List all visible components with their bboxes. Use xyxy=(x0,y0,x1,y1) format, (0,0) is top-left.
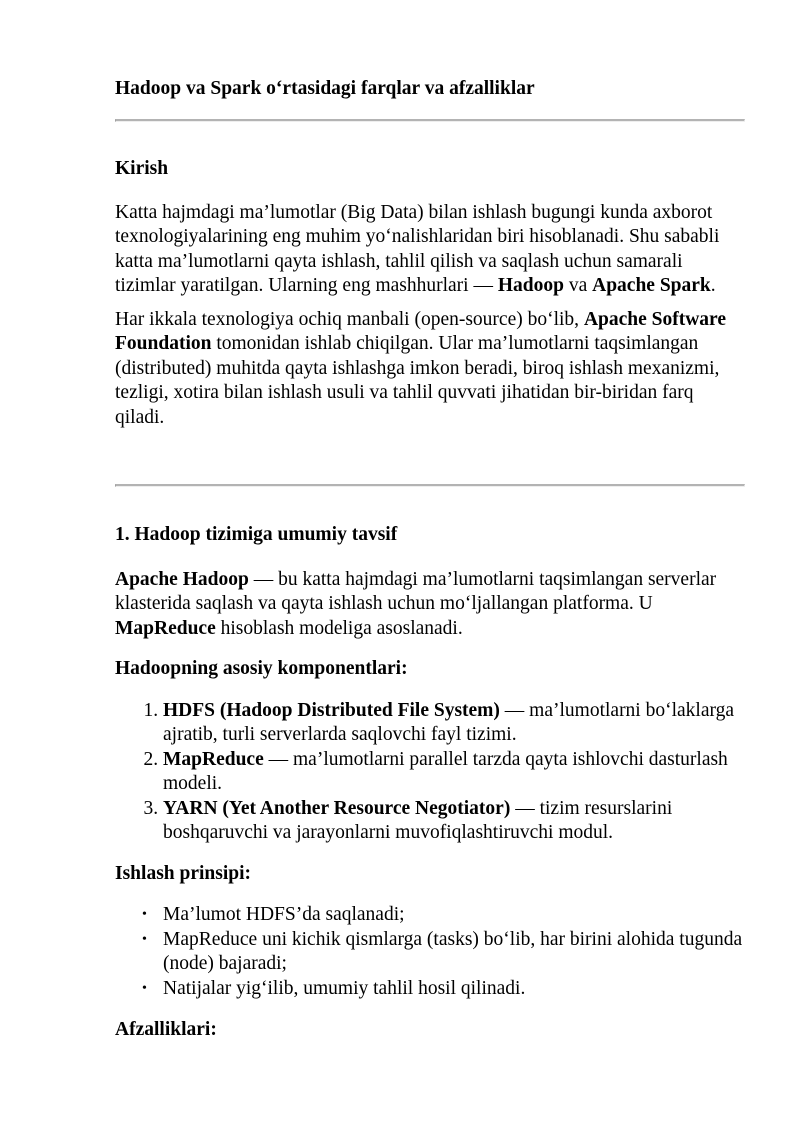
hadoop-p-apache-hadoop: Apache Hadoop xyxy=(115,568,249,590)
hadoop-heading: 1. Hadoop tizimiga umumiy tavsif xyxy=(115,524,398,545)
component-item-yarn xyxy=(163,797,743,846)
principle-item xyxy=(142,977,743,1002)
component-item-mapreduce xyxy=(163,748,743,797)
bullet-icon: • xyxy=(142,931,147,947)
component-mapreduce-name: MapReduce xyxy=(163,748,264,770)
divider-top xyxy=(115,119,745,122)
hadoop-p-end: hisoblash modeliga asoslanadi. xyxy=(215,617,463,639)
intro-p1-end: . xyxy=(710,275,716,296)
bullet-icon: • xyxy=(142,907,147,922)
principle-item xyxy=(142,903,743,928)
intro-paragraph-1 xyxy=(115,201,743,299)
intro-paragraph-2 xyxy=(115,308,743,431)
component-mapreduce-desc: — ma’lumotlarni parallel tarzda qayta ishlovchi dasturlash modeli. xyxy=(163,748,728,794)
advantages-heading: Afzalliklari: xyxy=(115,1019,217,1040)
hadoop-paragraph xyxy=(115,568,743,642)
component-hdfs-name: HDFS (Hadoop Distributed File System) xyxy=(163,699,500,721)
intro-p2-start: Har ikkala texnologiya ochiq manbali (open-source) bo‘lib, xyxy=(115,308,584,330)
components-list xyxy=(115,699,743,846)
hadoop-p-mapreduce: MapReduce xyxy=(115,617,216,639)
component-hdfs-desc: — ma’lumotlarni bo‘laklarga ajratib, turli serverlarda saqlovchi fayl tizimi. xyxy=(163,699,735,745)
hadoop-section xyxy=(115,523,743,1043)
intro-p1-mid: va xyxy=(563,275,593,296)
principle-item xyxy=(142,928,743,977)
intro-heading: Kirish xyxy=(115,158,169,179)
principle-text: Ma’lumot HDFS’da saqlanadi; xyxy=(163,904,405,925)
intro-p1-text: Katta hajmdagi ma’lumotlar (Big Data) bilan ishlash bugungi kunda axborot texnologiyalarining eng muhim yo‘nalishlaridan biri hisoblanadi. Shu sababli katta ma’lumotlarni qayta ishlash, tahlil qilish va saqlash uchun samarali tizimlar yaratilgan. Ularning eng mashhurlari — xyxy=(115,201,720,296)
intro-section xyxy=(115,157,743,430)
components-heading: Hadoopning asosiy komponentlari: xyxy=(115,658,408,679)
principle-heading: Ishlash prinsipi: xyxy=(115,862,252,884)
component-yarn-name: YARN (Yet Another Resource Negotiator) xyxy=(163,797,511,819)
component-yarn-desc: — tizim resurslarini boshqaruvchi va jarayonlarni muvofiqlashtiruvchi modul. xyxy=(163,797,673,843)
intro-p2-asf: Apache Software Foundation xyxy=(115,308,727,354)
hadoop-p-mid: — bu katta hajmdagi ma’lumotlarni taqsimlangan serverlar klasterida saqlash va qayta ishlash uchun mo‘ljallangan platforma. U xyxy=(115,568,717,614)
principle-text: MapReduce uni kichik qismlarga (tasks) bo‘lib, har birini alohida tugunda (node) bajaradi; xyxy=(163,928,743,974)
intro-p1-hadoop: Hadoop xyxy=(497,275,564,296)
principle-list xyxy=(115,903,743,1001)
principle-text: Natijalar yig‘ilib, umumiy tahlil hosil qilinadi. xyxy=(163,977,526,999)
bullet-icon: • xyxy=(142,980,147,996)
intro-p1-spark: Apache Spark xyxy=(592,275,711,296)
intro-p2-rest: tomonidan ishlab chiqilgan. Ular ma’lumotlarni taqsimlangan (distributed) muhitda qayta ishlashga imkon beradi, biroq ishlash mexanizmi, tezligi, xotira bilan ishlash usuli va tahlil quvvati jihatidan bir-biridan farq qiladi. xyxy=(115,333,720,428)
document-title: Hadoop va Spark o‘rtasidagi farqlar va afzalliklar xyxy=(115,78,535,99)
divider-middle xyxy=(115,484,745,487)
component-item-hdfs xyxy=(163,699,743,748)
